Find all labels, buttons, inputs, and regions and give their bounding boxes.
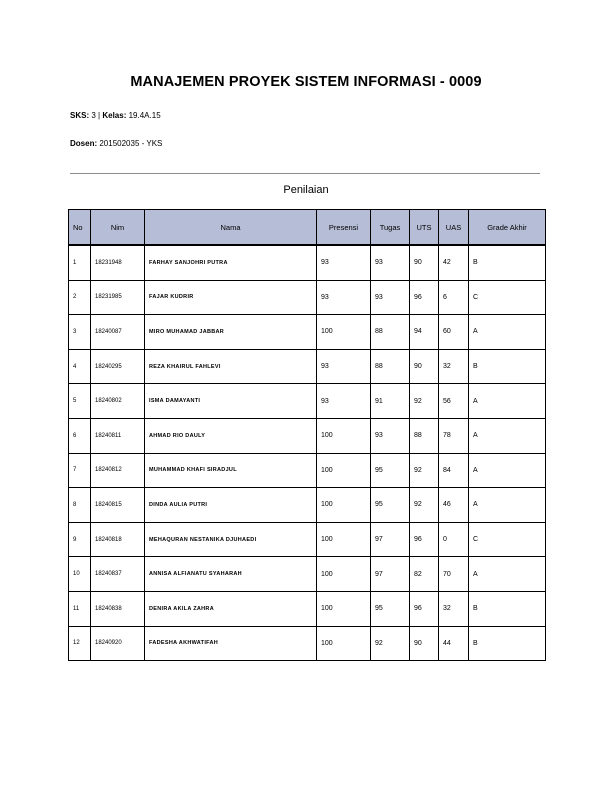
- cell-no: 8: [69, 488, 91, 523]
- cell-no: 2: [69, 280, 91, 315]
- cell-no: 10: [69, 557, 91, 592]
- cell-nim: 18240087: [91, 315, 145, 350]
- cell-uts: 96: [410, 591, 439, 626]
- cell-uas: 32: [439, 349, 469, 384]
- cell-uts: 90: [410, 245, 439, 280]
- table-row: [69, 315, 546, 350]
- cell-nim: 18240815: [91, 488, 145, 523]
- cell-grade: A: [469, 315, 546, 350]
- cell-nim: 18240837: [91, 557, 145, 592]
- cell-tugas: 88: [371, 349, 410, 384]
- cell-uts: 94: [410, 315, 439, 350]
- cell-nama: DENIRA AKILA ZAHRA: [145, 591, 317, 626]
- table-row: [69, 384, 546, 419]
- cell-no: 7: [69, 453, 91, 488]
- document-title: MANAJEMEN PROYEK SISTEM INFORMASI - 0009: [130, 74, 482, 90]
- cell-presensi: 93: [317, 245, 371, 280]
- cell-nama: ANNISA ALFIANATU SYAHARAH: [145, 557, 317, 592]
- cell-no: 4: [69, 349, 91, 384]
- cell-presensi: 100: [317, 557, 371, 592]
- cell-tugas: 93: [371, 280, 410, 315]
- separator: |: [98, 111, 101, 120]
- table-row: [69, 591, 546, 626]
- cell-grade: A: [469, 418, 546, 453]
- table-row: [69, 245, 546, 280]
- table-row: [69, 557, 546, 592]
- cell-no: 11: [69, 591, 91, 626]
- cell-grade: B: [469, 349, 546, 384]
- cell-uas: 0: [439, 522, 469, 557]
- cell-uas: 70: [439, 557, 469, 592]
- cell-grade: C: [469, 280, 546, 315]
- header-no: No: [69, 210, 91, 246]
- table-row: [69, 418, 546, 453]
- horizontal-divider: [70, 173, 540, 174]
- cell-no: 12: [69, 626, 91, 661]
- header-uas: UAS: [439, 210, 469, 246]
- cell-presensi: 100: [317, 453, 371, 488]
- cell-uas: 6: [439, 280, 469, 315]
- table-row: [69, 626, 546, 661]
- cell-grade: A: [469, 488, 546, 523]
- cell-nim: 18240812: [91, 453, 145, 488]
- cell-grade: A: [469, 557, 546, 592]
- cell-nama: ISMA DAMAYANTI: [145, 384, 317, 419]
- cell-uts: 82: [410, 557, 439, 592]
- cell-nama: FAJAR KUDRIR: [145, 280, 317, 315]
- cell-uas: 46: [439, 488, 469, 523]
- cell-presensi: 100: [317, 626, 371, 661]
- cell-tugas: 97: [371, 522, 410, 557]
- cell-tugas: 95: [371, 453, 410, 488]
- cell-nama: REZA KHAIRUL FAHLEVI: [145, 349, 317, 384]
- sks-label: SKS:: [70, 111, 90, 120]
- header-presensi: Presensi: [317, 210, 371, 246]
- cell-uas: 60: [439, 315, 469, 350]
- cell-nim: 18240818: [91, 522, 145, 557]
- cell-tugas: 88: [371, 315, 410, 350]
- sks-value: 3: [91, 111, 96, 120]
- cell-uts: 92: [410, 384, 439, 419]
- cell-uts: 96: [410, 522, 439, 557]
- cell-tugas: 95: [371, 488, 410, 523]
- header-uts: UTS: [410, 210, 439, 246]
- cell-tugas: 92: [371, 626, 410, 661]
- cell-nim: 18240802: [91, 384, 145, 419]
- table-header-row: [69, 210, 546, 246]
- cell-presensi: 100: [317, 315, 371, 350]
- cell-uas: 84: [439, 453, 469, 488]
- cell-presensi: 93: [317, 280, 371, 315]
- course-info-line: [70, 111, 161, 120]
- table-row: [69, 280, 546, 315]
- table-row: [69, 349, 546, 384]
- cell-nim: 18240811: [91, 418, 145, 453]
- cell-grade: B: [469, 626, 546, 661]
- cell-uts: 88: [410, 418, 439, 453]
- cell-uts: 92: [410, 488, 439, 523]
- cell-uas: 42: [439, 245, 469, 280]
- cell-nama: MUHAMMAD KHAFI SIRADJUL: [145, 453, 317, 488]
- header-nama: Nama: [145, 210, 317, 246]
- dosen-label: Dosen:: [70, 139, 98, 148]
- cell-no: 9: [69, 522, 91, 557]
- header-tugas: Tugas: [371, 210, 410, 246]
- grades-table: [68, 209, 546, 661]
- cell-grade: C: [469, 522, 546, 557]
- cell-uas: 56: [439, 384, 469, 419]
- cell-no: 5: [69, 384, 91, 419]
- cell-no: 6: [69, 418, 91, 453]
- cell-nim: 18231985: [91, 280, 145, 315]
- cell-presensi: 100: [317, 418, 371, 453]
- table-row: [69, 488, 546, 523]
- cell-uas: 44: [439, 626, 469, 661]
- section-title: Penilaian: [283, 184, 329, 196]
- cell-nim: 18240838: [91, 591, 145, 626]
- cell-grade: A: [469, 453, 546, 488]
- cell-tugas: 97: [371, 557, 410, 592]
- cell-nim: 18231948: [91, 245, 145, 280]
- kelas-value: 19.4A.15: [128, 111, 161, 120]
- cell-uas: 78: [439, 418, 469, 453]
- cell-nama: AHMAD RIO DAULY: [145, 418, 317, 453]
- cell-grade: B: [469, 591, 546, 626]
- cell-nim: 18240920: [91, 626, 145, 661]
- header-grade-akhir: Grade Akhir: [469, 210, 546, 246]
- cell-presensi: 100: [317, 488, 371, 523]
- cell-grade: A: [469, 384, 546, 419]
- header-nim: Nim: [91, 210, 145, 246]
- cell-presensi: 93: [317, 349, 371, 384]
- cell-nama: FARHAY SANJOHRI PUTRA: [145, 245, 317, 280]
- cell-uts: 96: [410, 280, 439, 315]
- cell-grade: B: [469, 245, 546, 280]
- table-row: [69, 522, 546, 557]
- table-row: [69, 453, 546, 488]
- cell-uas: 32: [439, 591, 469, 626]
- cell-uts: 90: [410, 349, 439, 384]
- dosen-value: 201502035 - YKS: [99, 139, 163, 148]
- cell-tugas: 95: [371, 591, 410, 626]
- kelas-label: Kelas:: [102, 111, 127, 120]
- cell-presensi: 100: [317, 591, 371, 626]
- cell-nama: FADESHA AKHWATIFAH: [145, 626, 317, 661]
- cell-nama: MEHAQURAN NESTANIKA DJUHAEDI: [145, 522, 317, 557]
- cell-presensi: 100: [317, 522, 371, 557]
- cell-tugas: 93: [371, 245, 410, 280]
- cell-no: 3: [69, 315, 91, 350]
- cell-tugas: 93: [371, 418, 410, 453]
- cell-tugas: 91: [371, 384, 410, 419]
- cell-presensi: 93: [317, 384, 371, 419]
- cell-uts: 92: [410, 453, 439, 488]
- cell-uts: 90: [410, 626, 439, 661]
- cell-no: 1: [69, 245, 91, 280]
- cell-nama: MIRO MUHAMAD JABBAR: [145, 315, 317, 350]
- cell-nim: 18240295: [91, 349, 145, 384]
- lecturer-info-line: [70, 139, 162, 148]
- cell-nama: DINDA AULIA PUTRI: [145, 488, 317, 523]
